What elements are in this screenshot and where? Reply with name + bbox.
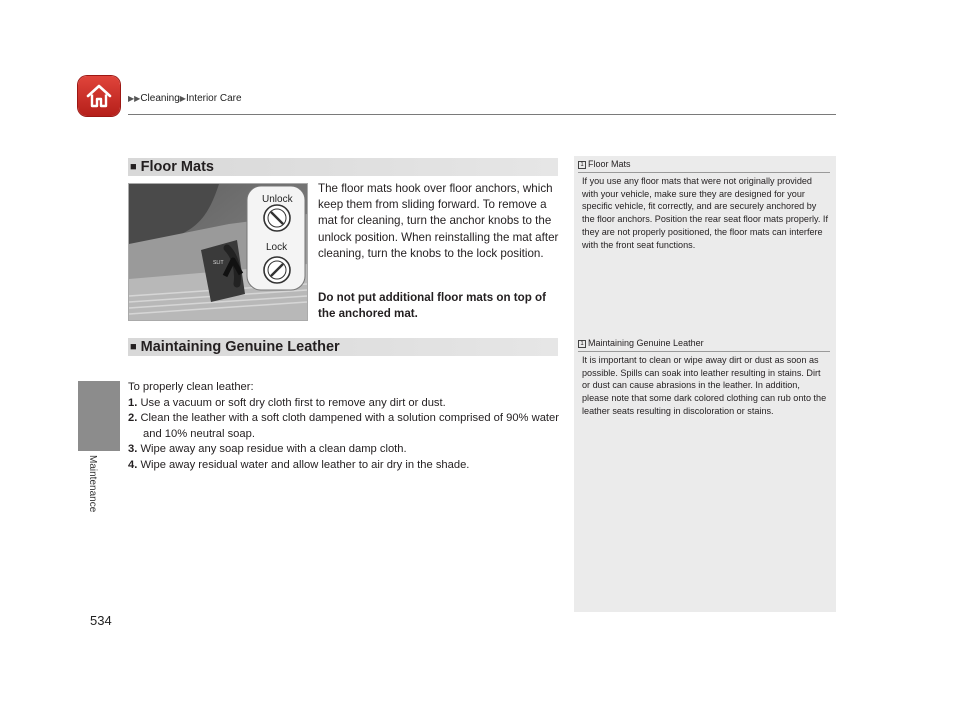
list-item: 2. Clean the leather with a soft cloth dampened with a solution comprised of 90% water and 10% neutral soap. — [128, 412, 559, 440]
home-button[interactable] — [78, 76, 120, 116]
chapter-tab[interactable] — [78, 381, 120, 451]
leather-intro: To properly clean leather: — [128, 381, 254, 393]
breadcrumb-interior-care: Interior Care — [185, 93, 242, 104]
note-link-icon: 1 — [578, 340, 586, 348]
note-link-icon: 1 — [578, 161, 586, 169]
header-rule — [128, 114, 836, 115]
list-item: 1. Use a vacuum or soft dry cloth first to remove any dirt or dust. — [128, 396, 446, 409]
floor-mats-body: The floor mats hook over floor anchors, which keep them from sliding forward. To remove a mat for cleaning, turn the anchor knobs to the unlock position. When reinstalling the mat after cleaning, turn the knobs to the lock position. — [318, 182, 559, 260]
floor-anchor-figure — [128, 183, 308, 321]
breadcrumb-arrow-icon: ▶▶ — [128, 94, 141, 103]
chapter-tab-label: Maintenance — [87, 455, 98, 513]
list-item: 4. Wipe away residual water and allow leather to air dry in the shade. — [128, 458, 470, 471]
breadcrumb-arrow-icon: ▶ — [179, 94, 186, 103]
floor-mats-warning: Do not put additional floor mats on top of the anchored mat. — [318, 291, 546, 321]
unlock-label: Unlock — [262, 194, 293, 205]
note-leather-title[interactable]: 1 Maintaining Genuine Leather — [578, 338, 828, 349]
svg-text:SLIT: SLIT — [213, 260, 224, 266]
leather-heading: ■ Maintaining Genuine Leather — [128, 338, 558, 356]
note-divider — [578, 351, 830, 352]
note-leather-text: It is important to clean or wipe away dirt or dust as soon as possible. Spills can soak into leather resulting in stains. Dirt or dust can cause abrasions in the leather. In addition, please note that some dark colored clothing can rub onto the leather seats resulting in discoloration or stains. — [582, 355, 827, 416]
breadcrumb-cleaning[interactable]: Cleaning — [140, 93, 180, 104]
leather-steps — [128, 380, 560, 474]
note-divider — [578, 172, 830, 173]
home-icon — [85, 82, 113, 110]
page-number: 534 — [90, 613, 112, 628]
section-square-icon: ■ — [130, 161, 137, 173]
note-floor-mats-title[interactable]: 1 Floor Mats — [578, 159, 828, 170]
section-square-icon: ■ — [130, 341, 137, 353]
note-floor-mats-text: If you use any floor mats that were not originally provided with your vehicle, make sure they are designed for your specific vehicle, fit correctly, and are securely anchored by the floor anchors. Position the rear seat floor mats properly. If they are not properly positioned, the floor mats can interfere with the front seat functions. — [582, 176, 828, 250]
lock-label: Lock — [266, 242, 288, 253]
list-item: 3. Wipe away any soap residue with a clean damp cloth. — [128, 443, 407, 456]
floor-mats-heading: ■ Floor Mats — [128, 158, 558, 176]
breadcrumb — [128, 93, 242, 104]
